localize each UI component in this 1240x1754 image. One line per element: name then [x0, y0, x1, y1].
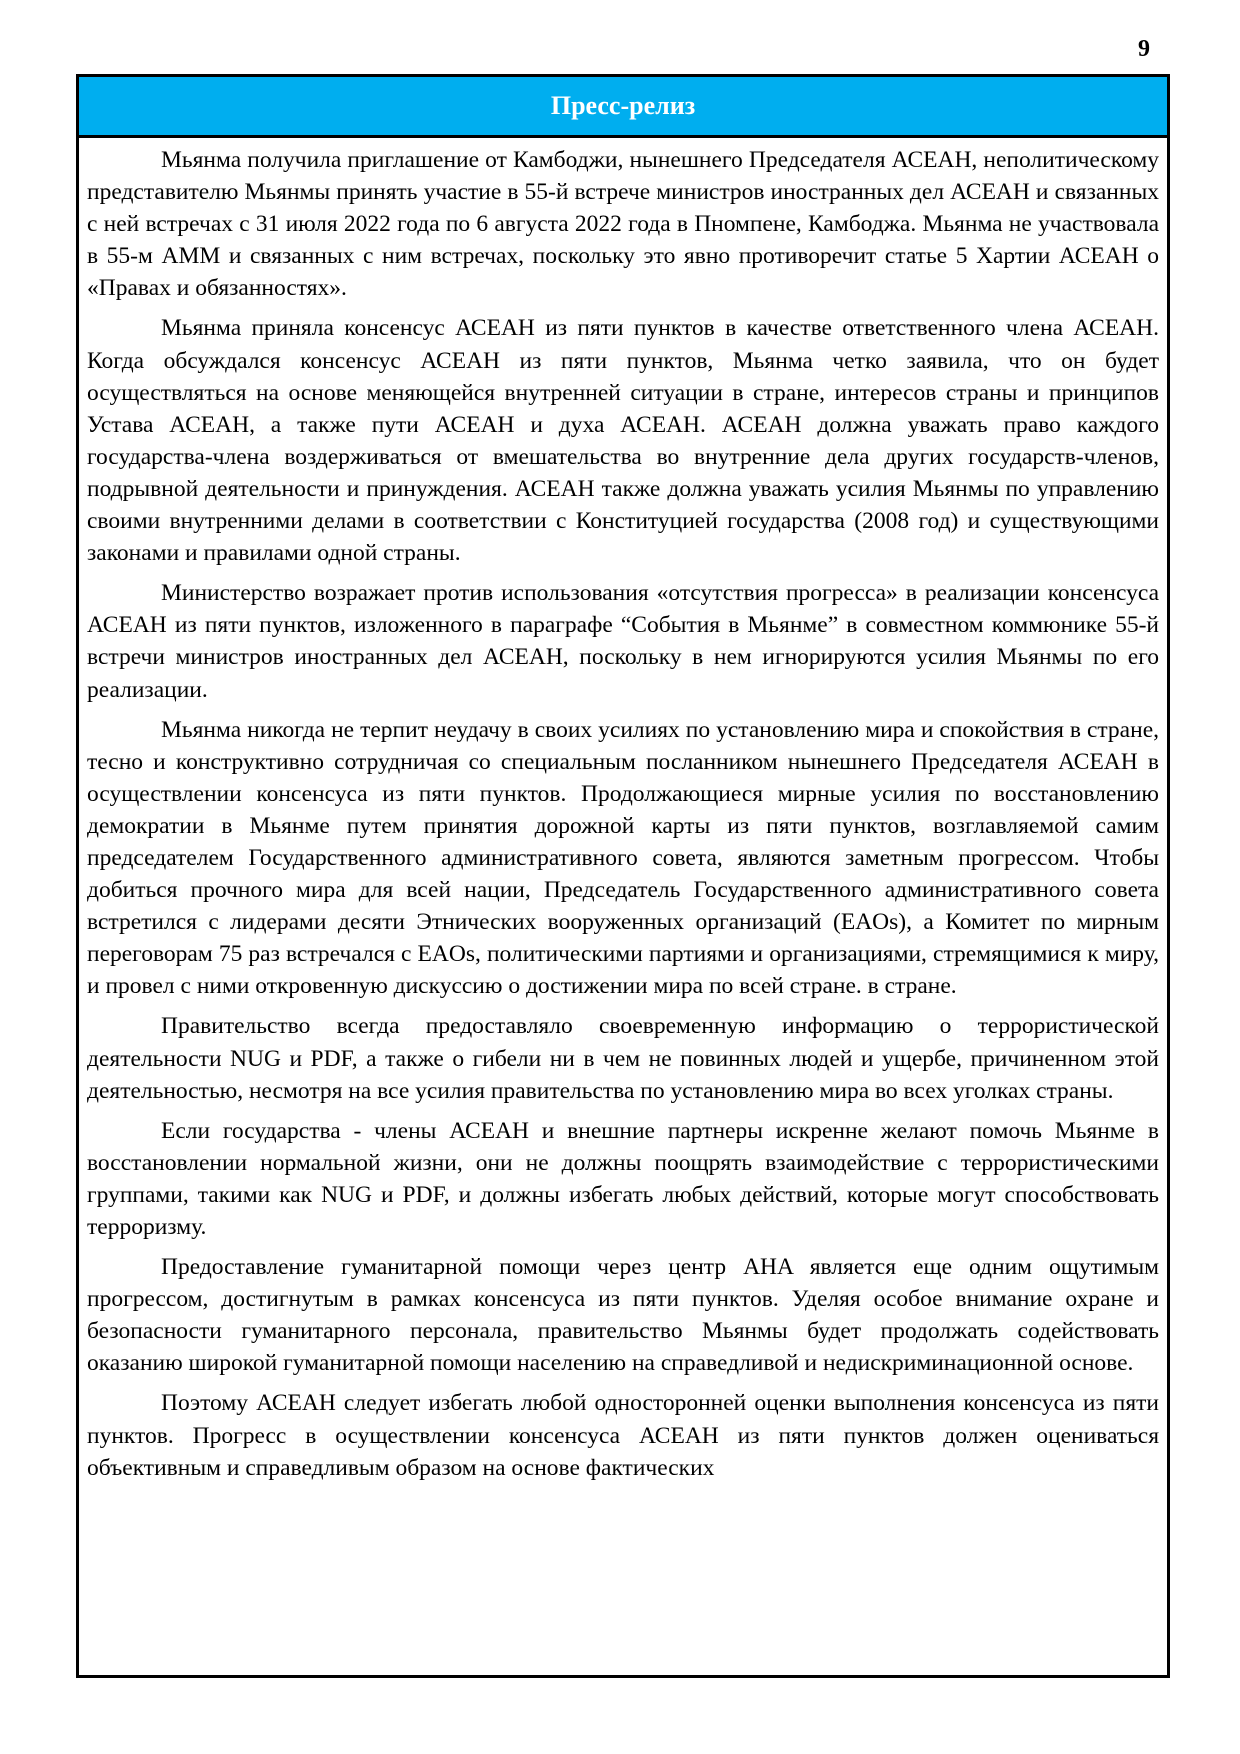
press-release-body — [79, 138, 1167, 1484]
paragraph-6: Если государства - члены АСЕАН и внешние партнеры искренне желают помочь Мьянме в восстановлении нормальной жизни, они не должны поощрять взаимодействие с террористическими группами, такими как NUG и PDF, и должны избегать любых действий, которые могут способствовать терроризму. — [87, 1117, 1159, 1240]
page-number: 9 — [1138, 36, 1150, 62]
paragraph-8: Поэтому АСЕАН следует избегать любой односторонней оценки выполнения консенсуса из пяти пунктов. Прогресс в осуществлении консенсуса АСЕАН из пяти пунктов должен оцениваться объективным и справедливым образом на основе фактических — [87, 1390, 1159, 1481]
paragraph-3: Министерство возражает против использования «отсутствия прогресса» в реализации консенсуса АСЕАН из пяти пунктов, изложенного в параграфе “События в Мьянме” в совместном коммюнике 55-й встречи министров иностранных дел АСЕАН, поскольку в нем игнорируются усилия Мьянмы по его реализации. — [87, 580, 1159, 703]
paragraph-5: Правительство всегда предоставляло своевременную информацию о террористической деятельности NUG и PDF, а также о гибели ни в чем не повинных людей и ущербе, причиненном этой деятельностью, несмотря на все усилия правительства по установлению мира во всех уголках страны. — [87, 1013, 1159, 1104]
paragraph-1: Мьянма получила приглашение от Камбоджи, нынешнего Председателя АСЕАН, неполитическому представителю Мьянмы принять участие в 55-й встрече министров иностранных дел АСЕАН и связанных с ней встречах с 31 июля 2022 года по 6 августа 2022 года в Пномпене, Камбоджа. Мьянма не участвовала в 55-м АММ и связанных с ним встречах, поскольку это явно противоречит статье 5 Хартии АСЕАН о «Правах и обязанностях». — [87, 147, 1159, 302]
paragraph-7: Предоставление гуманитарной помощи через центр AHA является еще одним ощутимым прогрессом, достигнутым в рамках консенсуса из пяти пунктов. Уделяя особое внимание охране и безопасности гуманитарного персонала, правительство Мьянмы будет продолжать содействовать оказанию широкой гуманитарной помощи населению на справедливой и недискриминационной основе. — [87, 1254, 1159, 1377]
press-release-title: Пресс-релиз — [79, 77, 1167, 138]
paragraph-2: Мьянма приняла консенсус АСЕАН из пяти пунктов в качестве ответственного члена АСЕАН. Когда обсуждался консенсус АСЕАН из пяти пунктов, Мьянма четко заявила, что он будет осуществляться на основе меняющейся внутренней ситуации в стране, интересов страны и принципов Устава АСЕАН, а также пути АСЕАН и духа АСЕАН. АСЕАН должна уважать право каждого государства-члена воздерживаться от вмешательства во внутренние дела других государств-членов, подрывной деятельности и принуждения. АСЕАН также должна уважать усилия Мьянмы по управлению своими внутренними делами в соответствии с Конституцией государства (2008 год) и существующими законами и правилами одной страны. — [87, 315, 1159, 567]
paragraph-4: Мьянма никогда не терпит неудачу в своих усилиях по установлению мира и спокойствия в стране, тесно и конструктивно сотрудничая со специальным посланником нынешнего Председателя АСЕАН в осуществлении консенсуса из пяти пунктов. Продолжающиеся мирные усилия по восстановлению демократии в Мьянме путем принятия дорожной карты из пяти пунктов, возглавляемой самим председателем Государственного административного совета, являются заметным прогрессом. Чтобы добиться прочного мира для всей нации, Председатель Государственного административного совета встретился с лидерами десяти Этнических вооруженных организаций (EAOs), а Комитет по мирным переговорам 75 раз встречался с EAOs, политическими партиями и организациями, стремящимися к миру, и провел с ними откровенную дискуссию о достижении мира по всей стране. в стране. — [87, 716, 1159, 1000]
press-release-frame — [76, 74, 1170, 1678]
